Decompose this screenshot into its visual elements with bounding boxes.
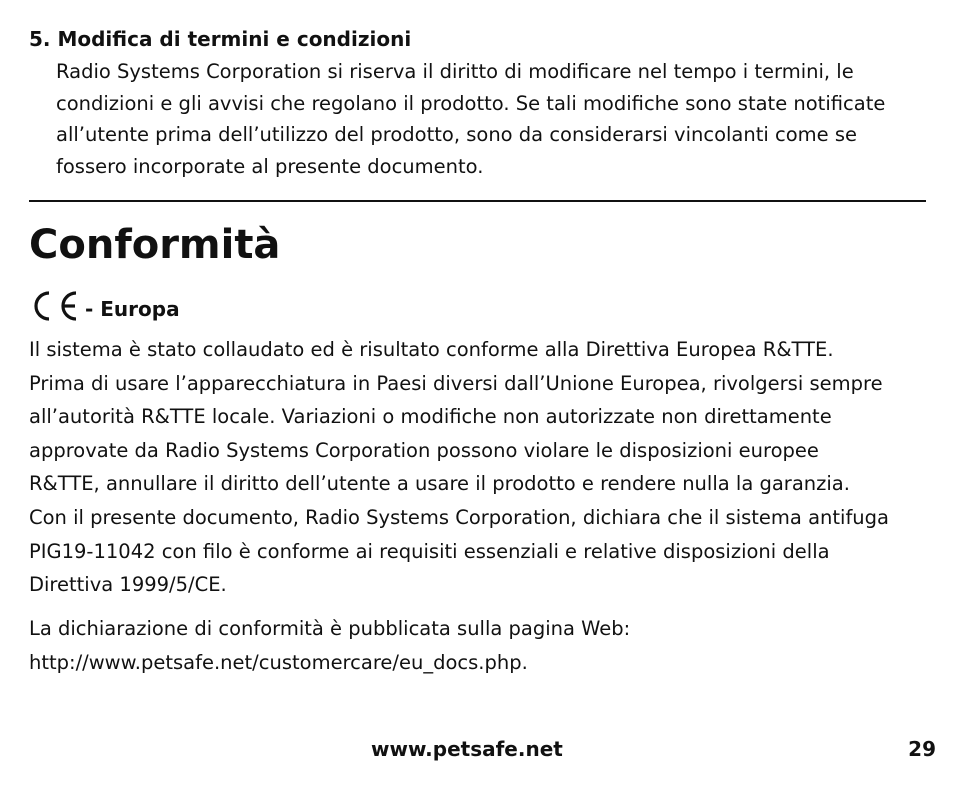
- declaration-url: http://www.petsafe.net/customercare/eu_docs.php.: [29, 650, 528, 674]
- paragraph-line: all’autorità R&TTE locale. Variazioni o modifiche non autorizzate non direttamente: [29, 405, 832, 429]
- compliance-paragraph: [29, 333, 929, 602]
- horizontal-divider: [29, 200, 926, 202]
- region-label: - Europa: [85, 297, 180, 321]
- paragraph-line: Radio Systems Corporation si riserva il diritto di modificare nel tempo i termini, le: [56, 60, 854, 83]
- paragraph-line: approvate da Radio Systems Corporation possono violare le disposizioni europee: [29, 438, 819, 462]
- ce-mark-icon: [29, 290, 81, 322]
- section-paragraph: [56, 56, 936, 182]
- paragraph-line: Il sistema è stato collaudato ed è risultato conforme alla Direttiva Europea R&TTE.: [29, 338, 834, 361]
- paragraph-line: PIG19-11042 con filo è conforme ai requisiti essenziali e relative disposizioni della: [29, 539, 830, 563]
- declaration-paragraph: [29, 612, 929, 679]
- region-heading: [29, 282, 180, 322]
- paragraph-line: La dichiarazione di conformità è pubblicata sulla pagina Web:: [29, 617, 631, 640]
- paragraph-line: all’utente prima dell’utilizzo del prodotto, sono da considerarsi vincolanti come se: [56, 123, 858, 146]
- page-number: 29: [908, 737, 936, 761]
- paragraph-line: Con il presente documento, Radio Systems Corporation, dichiara che il sistema antifuga: [29, 505, 889, 529]
- paragraph-line: fossero incorporate al presente documento.: [56, 154, 484, 178]
- paragraph-line: Direttiva 1999/5/CE.: [29, 573, 227, 597]
- paragraph-line: Prima di usare l’apparecchiatura in Paesi diversi dall’Unione Europea, rivolgersi sempre: [29, 371, 883, 395]
- page-title: Conformità: [29, 222, 281, 268]
- paragraph-line: R&TTE, annullare il diritto dell’utente a usare il prodotto e rendere nulla la garanzia.: [29, 472, 850, 496]
- section-heading: 5. Modifica di termini e condizioni: [29, 27, 412, 51]
- footer-website: www.petsafe.net: [371, 737, 563, 761]
- paragraph-line: condizioni e gli avvisi che regolano il prodotto. Se tali modifiche sono state notificate: [56, 91, 886, 115]
